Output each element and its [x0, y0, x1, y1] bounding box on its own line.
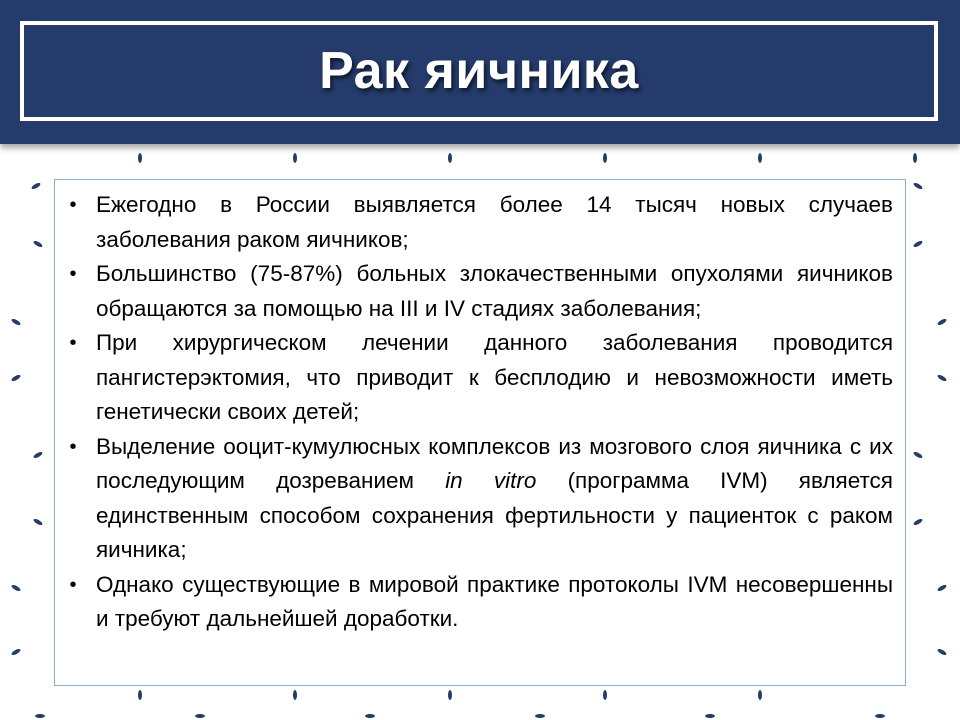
- bullet-text: Ежегодно в России выявляется более 14 тысяч новых случаев заболевания раком яичников;: [96, 192, 893, 252]
- bullet-text: Однако существующие в мировой практике протоколы IVM несовершенны и требуют дальнейшей доработки.: [96, 571, 893, 631]
- bullet-text: При хирургическом лечении данного заболевания проводится пангистерэктомия, что приводит к бесплодию и невозможности иметь генетически своих детей;: [96, 330, 893, 424]
- slide-title: Рак яичника: [319, 42, 639, 100]
- bullet-text-end: (программа IVM) является единственным способом сохранения фертильности у пациенток с раком яичника;: [96, 468, 893, 562]
- bullet-item: [63, 188, 893, 257]
- bullet-item: [63, 326, 893, 430]
- bullet-text: Большинство (75-87%) больных злокачественными опухолями яичников обращаются за помощью на III и IV стадиях заболевания;: [96, 261, 893, 321]
- bullet-icon: •: [69, 263, 77, 285]
- bullet-item: [63, 568, 893, 637]
- bullet-icon: •: [69, 573, 77, 596]
- bullet-icon: •: [69, 194, 77, 216]
- bullet-text-start: Выделение ооцит-кумулюсных комплексов из мозгового слоя яичника с их последующим дозреванием: [96, 433, 893, 493]
- bullet-item: [63, 430, 893, 568]
- content-box: [54, 179, 906, 686]
- bullet-list: [63, 188, 893, 637]
- bullet-item: [63, 257, 893, 326]
- bullet-icon: •: [69, 435, 77, 458]
- bullet-icon: •: [69, 332, 77, 354]
- bullet-text-italic: in vitro: [445, 468, 537, 493]
